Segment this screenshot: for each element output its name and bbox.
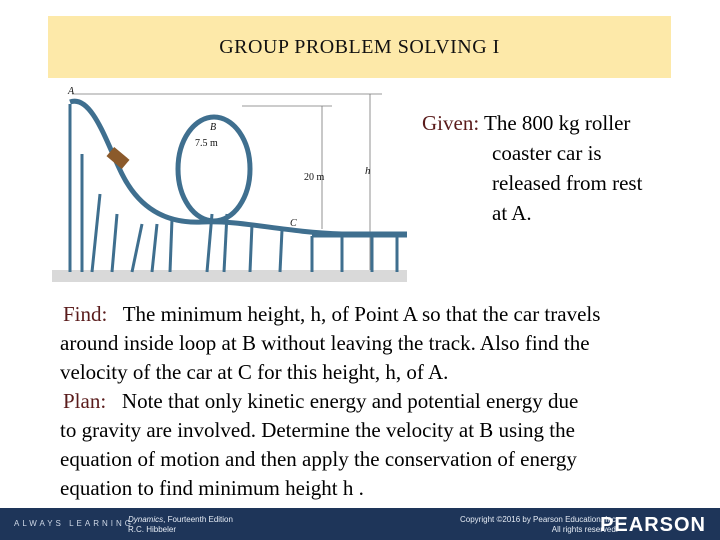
roller-coaster-figure bbox=[52, 84, 407, 284]
label-b: B bbox=[210, 122, 217, 133]
label-c: C bbox=[290, 218, 297, 229]
find-label: Find: bbox=[63, 302, 108, 326]
title-band bbox=[48, 16, 671, 78]
plan-line-3: equation of motion and then apply the conservation of energy bbox=[60, 447, 577, 471]
given-line-2: coaster car is bbox=[492, 141, 602, 165]
pearson-logo: PEARSON bbox=[600, 514, 706, 536]
book-title: Dynamics bbox=[128, 515, 164, 524]
rights-text: All rights reserved. bbox=[551, 525, 618, 534]
given-block bbox=[422, 108, 692, 228]
find-line-2: around inside loop at B without leaving the track. Also find the bbox=[60, 331, 590, 355]
slide-title: GROUP PROBLEM SOLVING I bbox=[219, 36, 500, 58]
label-h: h bbox=[365, 165, 371, 177]
copyright-block bbox=[460, 515, 618, 535]
footer-bar bbox=[0, 508, 720, 540]
plan-label: Plan: bbox=[63, 389, 107, 413]
label-a: A bbox=[68, 86, 75, 97]
find-line-1: The minimum height, h, of Point A so that the car travels bbox=[122, 302, 601, 326]
find-plan-block bbox=[60, 300, 700, 503]
plan-line-1: Note that only kinetic energy and potential energy due bbox=[121, 389, 579, 413]
given-line-4: at A. bbox=[492, 201, 532, 225]
always-learning-text: ALWAYS LEARNING bbox=[14, 519, 134, 528]
given-label: Given: bbox=[422, 111, 480, 135]
book-edition: , Fourteenth Edition bbox=[163, 515, 233, 524]
plan-line-4: equation to find minimum height h . bbox=[60, 476, 364, 500]
plan-line-2: to gravity are involved. Determine the velocity at B using the bbox=[60, 418, 575, 442]
copyright-text: Copyright ©2016 by Pearson Education, Inc. bbox=[460, 515, 618, 524]
given-line-3: released from rest bbox=[492, 171, 643, 195]
book-info bbox=[128, 515, 233, 535]
support-legs bbox=[70, 104, 397, 272]
find-line-3: velocity of the car at C for this height, h, of A. bbox=[60, 360, 449, 384]
dim-height-text: 20 m bbox=[304, 172, 325, 183]
book-author: R.C. Hibbeler bbox=[128, 525, 177, 534]
dim-loop-text: 7.5 m bbox=[195, 138, 218, 149]
ground bbox=[52, 270, 407, 282]
given-line-1: The 800 kg roller bbox=[484, 111, 631, 135]
